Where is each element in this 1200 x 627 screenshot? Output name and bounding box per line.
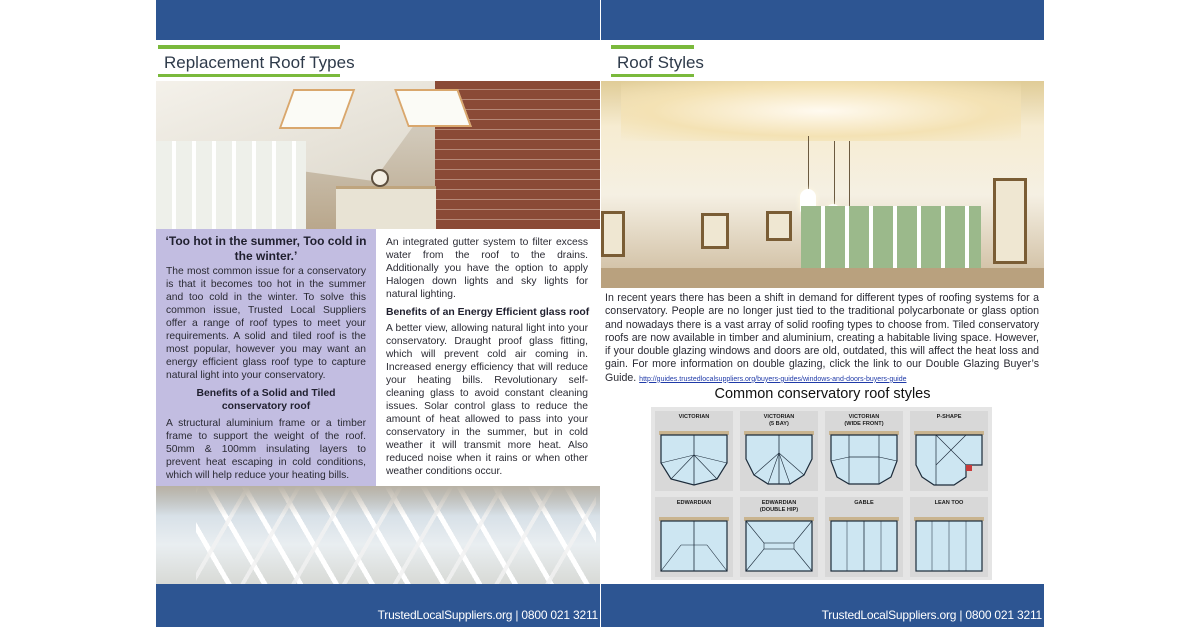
roof-style-p-shape [910, 411, 988, 491]
roof-style-victorian [655, 411, 733, 491]
heading-top-rule [158, 45, 340, 49]
conservatory-interior-photo [601, 81, 1044, 288]
wall-art [701, 213, 729, 249]
quote-text: ‘Too hot in the summer, Too cold in the winter.’ [165, 234, 367, 263]
footer-band [156, 584, 600, 627]
roof-style-edwardian [655, 497, 733, 577]
footer-band [601, 584, 1044, 627]
quote-box [156, 229, 376, 486]
section-heading [158, 45, 355, 77]
roof-plan-icon [829, 515, 899, 575]
roof-plan-icon [659, 429, 729, 489]
conservatory-skylight-photo [156, 81, 600, 229]
footer-contact: TrustedLocalSuppliers.org | 0800 021 3211 [821, 608, 1042, 622]
roof-plan-icon [914, 515, 984, 575]
roof-style-label: GABLE [854, 500, 874, 506]
styles-title: Common conservatory roof styles [714, 386, 931, 402]
roof-plan-icon [829, 429, 899, 489]
glass-roof-heading: Benefits of an Energy Efficient glass roof [386, 307, 590, 318]
glass-roof-photo [156, 486, 600, 584]
roof-style-label: VICTORIAN (WIDE FRONT) [844, 414, 884, 427]
gutter-paragraph: An integrated gutter system to filter excess water from the roof to the drains. Additionally you have the option to apply Halogen down lights and sky lights for natural lighting. [386, 237, 588, 300]
skylight [394, 89, 472, 127]
roof-style-gable [825, 497, 903, 577]
heading-text: Replacement Roof Types [164, 53, 355, 72]
roof-style-edwardian-double-hip [740, 497, 818, 577]
roof-style-label: VICTORIAN (5 BAY) [763, 414, 795, 427]
roof-plan-icon [744, 429, 814, 489]
roof-style-victorian-wide-front [825, 411, 903, 491]
glass-roof-paragraph: A better view, allowing natural light into your conservatory. Draught proof glass fitting, which will prevent cold air coming in. Increased energy efficiency that will reduce your heating bills. Revolutionary self-cleaning glass to avoid constant cleaning issues. Solar control glass to reduce the amount of heat allowed to pass into your conservatory in the summer, but in cold weather it will transmit more heat. Also reduced noise when it rains or when other weather conditions occur. [386, 323, 588, 477]
roof-plan-icon [914, 429, 984, 489]
solid-roof-heading: Benefits of a Solid and Tiled conservatory roof [196, 388, 336, 412]
roof-plan-icon [744, 515, 814, 575]
roof-styles-diagram [651, 407, 992, 580]
wall-art [601, 211, 625, 257]
buyers-guide-link[interactable]: http://guides.trustedlocalsuppliers.org/buyers-guides/windows-and-doors-buyers-guide [639, 375, 907, 383]
roof-style-label: VICTORIAN [678, 414, 710, 420]
roof-style-lean-too [910, 497, 988, 577]
roof-style-victorian-5-bay [740, 411, 818, 491]
right-page [601, 0, 1044, 627]
footer-contact: TrustedLocalSuppliers.org | 0800 021 3211 [377, 608, 598, 622]
roof-plan-icon [659, 515, 729, 575]
intro-paragraph: The most common issue for a conservatory is that it becomes too hot in the summer and too cold in the winter. To solve this common issue, Trusted Local Suppliers offer a range of roof types to meet your requirements. A solid and tiled roof is the most popular, however you may want an energy efficient glass roof type to capture natural light into your conservatory. [166, 266, 366, 381]
window-panes [156, 141, 306, 229]
roof-style-label: EDWARDIAN [676, 500, 712, 506]
section-heading [611, 45, 704, 77]
roof-style-label: LEAN TOO [934, 500, 964, 506]
roof-styles-paragraph: In recent years there has been a shift in demand for different types of roofing systems for a conservatory. People are no longer just tied to the traditional polycarbonate or glass option and nowadays there is a vast array of solid roofing types to choose from. Tiled conservatory roofs are now available in timber and aluminium, creating a habitable living space. However, if your double glazing windows and doors are old, outdated, this will affect the heat loss and gain. For more information on double glazing, click the link to our Double Glazing Buyer’s Guide. http://guides.trustedlocalsuppliers.org/buyers-guides/windows-and-doors-buyers-guide [605, 292, 1039, 384]
top-band [156, 0, 600, 40]
heading-text: Roof Styles [617, 53, 704, 72]
left-page [156, 0, 600, 627]
solid-roof-paragraph: A structural aluminium frame or a timber frame to support the weight of the roof. 50mm & 100mm insulating layers to prevent heat escaping in cold conditions, which will help reduce your heating bills. [166, 418, 366, 481]
heading-top-rule [611, 45, 694, 49]
roof-style-label: EDWARDIAN (DOUBLE HIP) [759, 500, 799, 513]
rear-window [336, 186, 436, 229]
wall-art [766, 211, 792, 241]
heading-bottom-rule [158, 74, 340, 77]
wall-art [993, 178, 1027, 264]
top-band [601, 0, 1044, 40]
roof-style-label: P-SHAPE [936, 414, 962, 420]
heading-bottom-rule [611, 74, 694, 77]
wall-clock [371, 169, 389, 187]
